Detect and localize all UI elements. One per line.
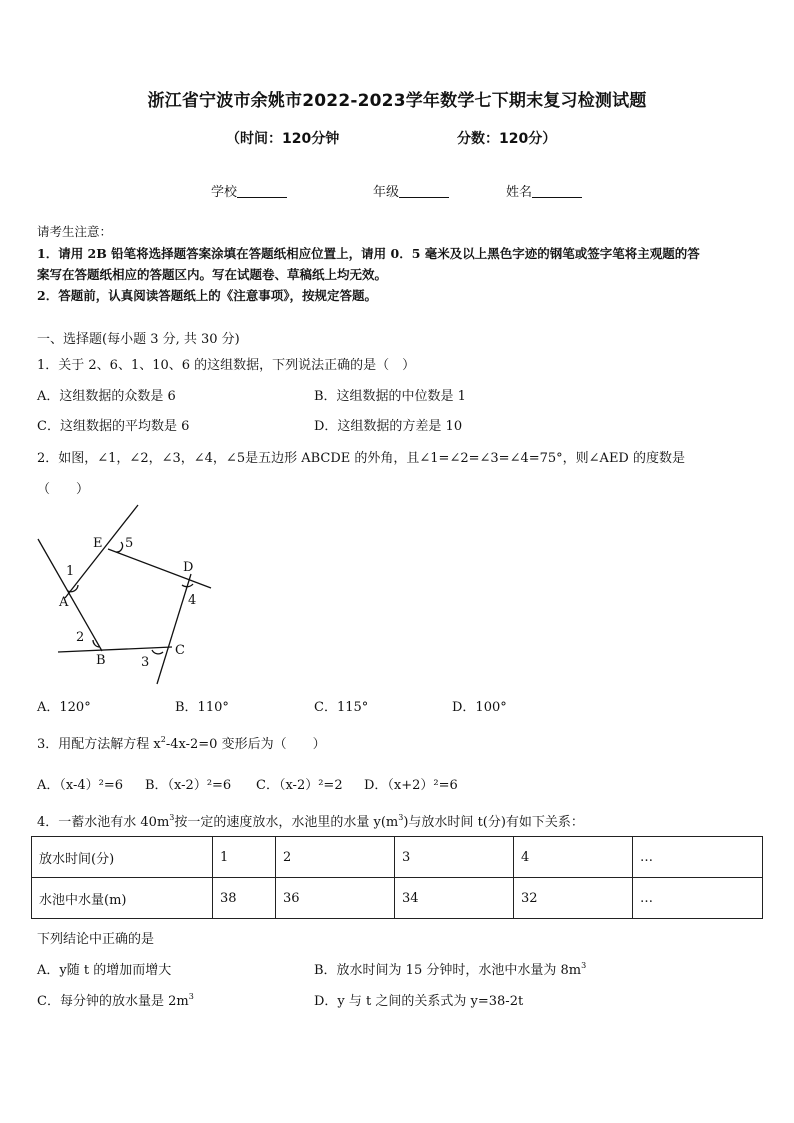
table-cell: 放水时间(分)	[32, 837, 213, 878]
q3-stem	[37, 733, 326, 752]
q4-stem-c: )与放水时间 t(分)有如下关系：	[403, 815, 584, 830]
angle-3-arc	[152, 650, 163, 654]
table-cell: …	[633, 878, 763, 919]
label-5: 5	[125, 536, 134, 551]
q2-option-d: D．100°	[452, 700, 507, 715]
page-title: 浙江省宁波市余姚市2022-2023学年数学七下期末复习检测试题	[147, 91, 647, 111]
school-field	[211, 181, 287, 200]
name-blank	[532, 185, 582, 198]
notice-line-1b: 案写在答题纸相应的答题区内。写在试题卷、草稿纸上均无效。	[37, 267, 388, 282]
table-cell: 1	[213, 837, 276, 878]
q4-stem-a: 4．一蓄水池有水 40m	[37, 815, 170, 830]
table-cell: 水池中水量(m)	[32, 878, 213, 919]
label-c: C	[175, 643, 185, 658]
angle-5-arc	[116, 542, 123, 552]
q1-option-b: B．这组数据的中位数是 1	[314, 389, 466, 404]
school-label: 学校	[211, 185, 238, 200]
q2-stem: 2．如图，∠1，∠2，∠3，∠4，∠5是五边形 ABCDE 的外角，且∠1=∠2=∠3=∠4=75°，则∠AED 的度数是	[37, 451, 685, 466]
line-de-extended	[108, 549, 211, 588]
table-cell: 38	[213, 878, 276, 919]
q3-stem-post: -4x-2=0 变形后为（ ）	[165, 737, 326, 752]
grade-field	[373, 181, 449, 200]
q2-stem-paren: （ ）	[37, 482, 90, 497]
name-field	[506, 181, 582, 200]
notice-heading: 请考生注意：	[37, 224, 113, 239]
line-bc-extended	[58, 647, 172, 652]
table-cell: 3	[395, 837, 514, 878]
exam-score: 分数：120分）	[457, 131, 557, 147]
q4-option-a: A．y随 t 的增加而增大	[37, 963, 172, 978]
exam-time: （时间：120分钟	[226, 131, 340, 147]
label-4: 4	[188, 593, 197, 608]
q3-option-d: D．（x+2）²=6	[364, 778, 458, 793]
q4-option-b	[314, 959, 586, 978]
q4-option-d: D．y 与 t 之间的关系式为 y=38-2t	[314, 994, 524, 1009]
label-d: D	[183, 560, 194, 575]
label-e: E	[93, 536, 103, 551]
q1-option-d: D．这组数据的方差是 10	[314, 419, 463, 434]
label-b: B	[96, 653, 106, 668]
q4-prompt: 下列结论中正确的是	[37, 932, 155, 947]
name-label: 姓名	[506, 185, 533, 200]
table-cell: 36	[276, 878, 395, 919]
q2-option-a: A．120°	[37, 700, 91, 715]
q2-option-c: C．115°	[314, 700, 369, 715]
q3-option-a: A．（x-4）²=6	[37, 778, 124, 793]
label-a: A	[59, 595, 69, 610]
q4-stem-b: 按一定的速度放水，水池里的水量 y(m	[174, 815, 399, 830]
line-ea-extended	[65, 505, 138, 598]
table-cell: 4	[514, 837, 633, 878]
table-row	[32, 837, 763, 878]
q1-stem: 1．关于 2、6、1、10、6 的这组数据，下列说法正确的是（ ）	[37, 358, 416, 373]
q3-option-b: B．（x-2）²=6	[145, 778, 232, 793]
grade-blank	[399, 185, 449, 198]
q1-option-a: A．这组数据的众数是 6	[37, 389, 176, 404]
label-1: 1	[66, 564, 75, 579]
q4-sup-2: 3	[398, 813, 404, 822]
q4-option-b-sup: 3	[581, 961, 587, 970]
label-2: 2	[76, 630, 85, 645]
q3-option-c: C．（x-2）²=2	[256, 778, 343, 793]
q4-option-c-sup: 3	[188, 992, 194, 1001]
section-heading: 一、选择题(每小题 3 分, 共 30 分)	[37, 332, 240, 347]
table-row	[32, 878, 763, 919]
q1-option-c: C．这组数据的平均数是 6	[37, 419, 190, 434]
q4-sup-1: 3	[169, 813, 175, 822]
line-ab-extended	[38, 539, 102, 651]
q2-option-b: B．110°	[175, 700, 229, 715]
table-cell: …	[633, 837, 763, 878]
notice-line-1: 1．请用 2B 铅笔将选择题答案涂填在答题纸相应位置上，请用 0．5 毫米及以上黑色字迹的钢笔或签字笔将主观题的答	[37, 246, 700, 261]
q3-stem-sup: 2	[160, 735, 166, 744]
table-cell: 34	[395, 878, 514, 919]
table-cell: 2	[276, 837, 395, 878]
label-3: 3	[141, 655, 150, 670]
q4-table	[31, 836, 763, 919]
q3-stem-pre: 3．用配方法解方程 x	[37, 737, 161, 752]
q4-option-b-text: B．放水时间为 15 分钟时，水池中水量为 8m	[314, 963, 582, 978]
line-cd-extended	[157, 574, 191, 684]
grade-label: 年级	[373, 185, 400, 200]
q4-stem	[37, 811, 584, 830]
notice-line-2: 2．答题前，认真阅读答题纸上的《注意事项》，按规定答题。	[37, 288, 377, 303]
school-blank	[237, 185, 287, 198]
q4-option-c-text: C．每分钟的放水量是 2m	[37, 994, 189, 1009]
q4-option-c	[37, 990, 194, 1009]
table-cell: 32	[514, 878, 633, 919]
pentagon-figure	[30, 500, 230, 690]
